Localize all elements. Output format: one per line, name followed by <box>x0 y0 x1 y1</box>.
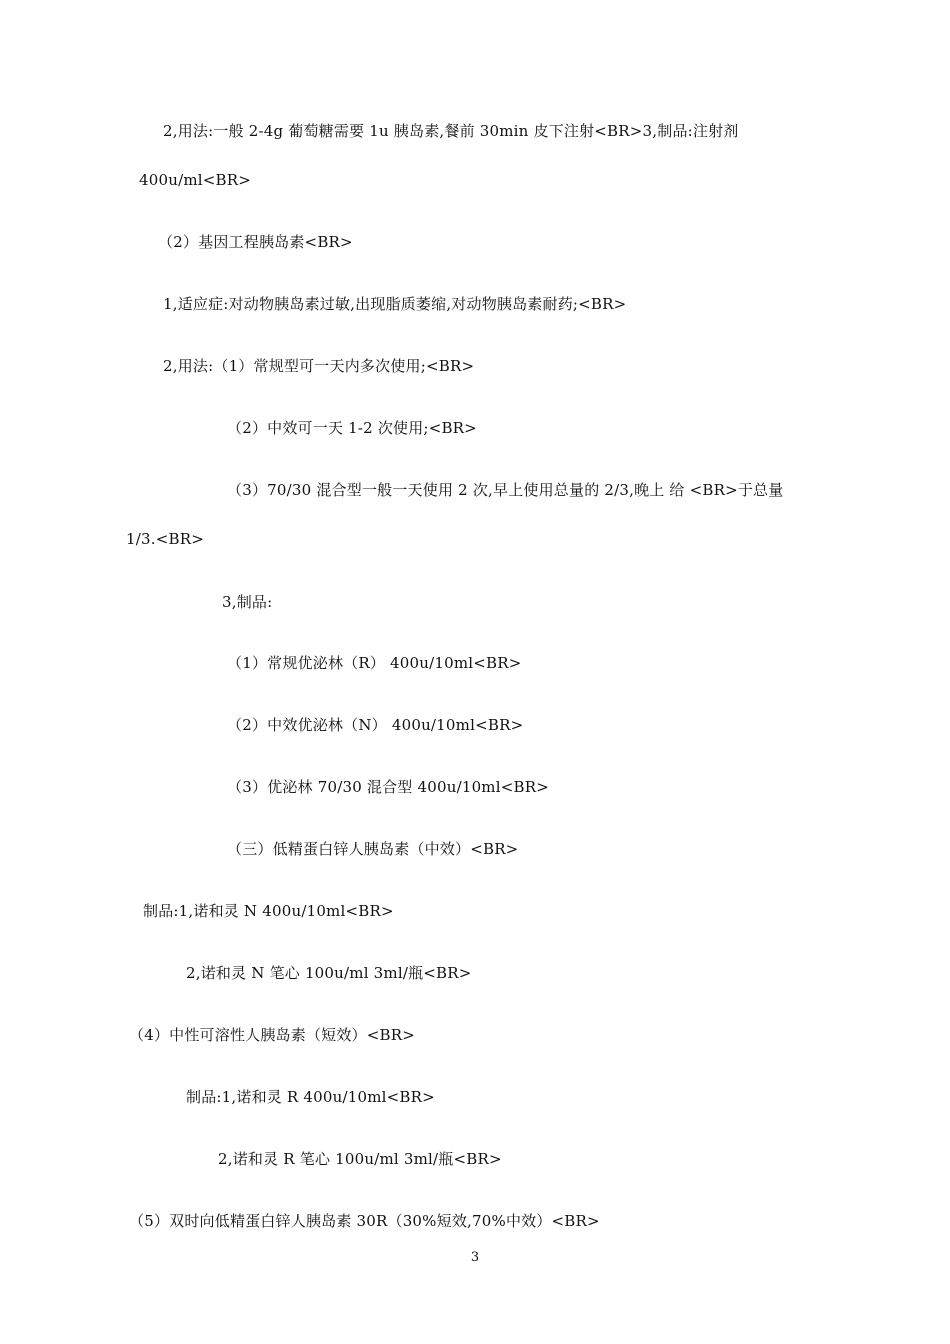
text-line: （3）70/30 混合型一般一天使用 2 次,早上使用总量的 2/3,晚上 给 <BR>于总量 <box>227 481 784 499</box>
text-line: 2,用法:（1）常规型可一天内多次使用;<BR> <box>163 357 475 375</box>
text-line: 1,适应症:对动物胰岛素过敏,出现脂质萎缩,对动物胰岛素耐药;<BR> <box>163 295 627 313</box>
text-line: 400u/ml<BR> <box>139 171 252 189</box>
page-number: 3 <box>470 1250 480 1265</box>
text-line: （2）基因工程胰岛素<BR> <box>158 233 353 251</box>
text-line: （5）双时向低精蛋白锌人胰岛素 30R（30%短效,70%中效）<BR> <box>129 1212 600 1230</box>
text-line: 制品:1,诺和灵 N 400u/10ml<BR> <box>143 902 394 920</box>
text-line: 3,制品: <box>222 593 273 611</box>
text-line: 2,诺和灵 R 笔心 100u/ml 3ml/瓶<BR> <box>218 1150 502 1168</box>
text-line: 2,用法:一般 2-4g 葡萄糖需要 1u 胰岛素,餐前 30min 皮下注射<BR>3,制品:注射剂 <box>163 122 739 140</box>
text-line: （三）低精蛋白锌人胰岛素（中效）<BR> <box>227 840 519 858</box>
text-line: 制品:1,诺和灵 R 400u/10ml<BR> <box>186 1088 435 1106</box>
text-line: （3）优泌林 70/30 混合型 400u/10ml<BR> <box>227 778 549 796</box>
text-line: 1/3.<BR> <box>126 530 204 548</box>
text-line: （2）中效可一天 1-2 次使用;<BR> <box>227 419 477 437</box>
text-line: （1）常规优泌林（R） 400u/10ml<BR> <box>227 654 522 672</box>
text-line: （2）中效优泌林（N） 400u/10ml<BR> <box>227 716 524 734</box>
text-line: （4）中性可溶性人胰岛素（短效）<BR> <box>129 1026 415 1044</box>
text-line: 2,诺和灵 N 笔心 100u/ml 3ml/瓶<BR> <box>186 964 472 982</box>
